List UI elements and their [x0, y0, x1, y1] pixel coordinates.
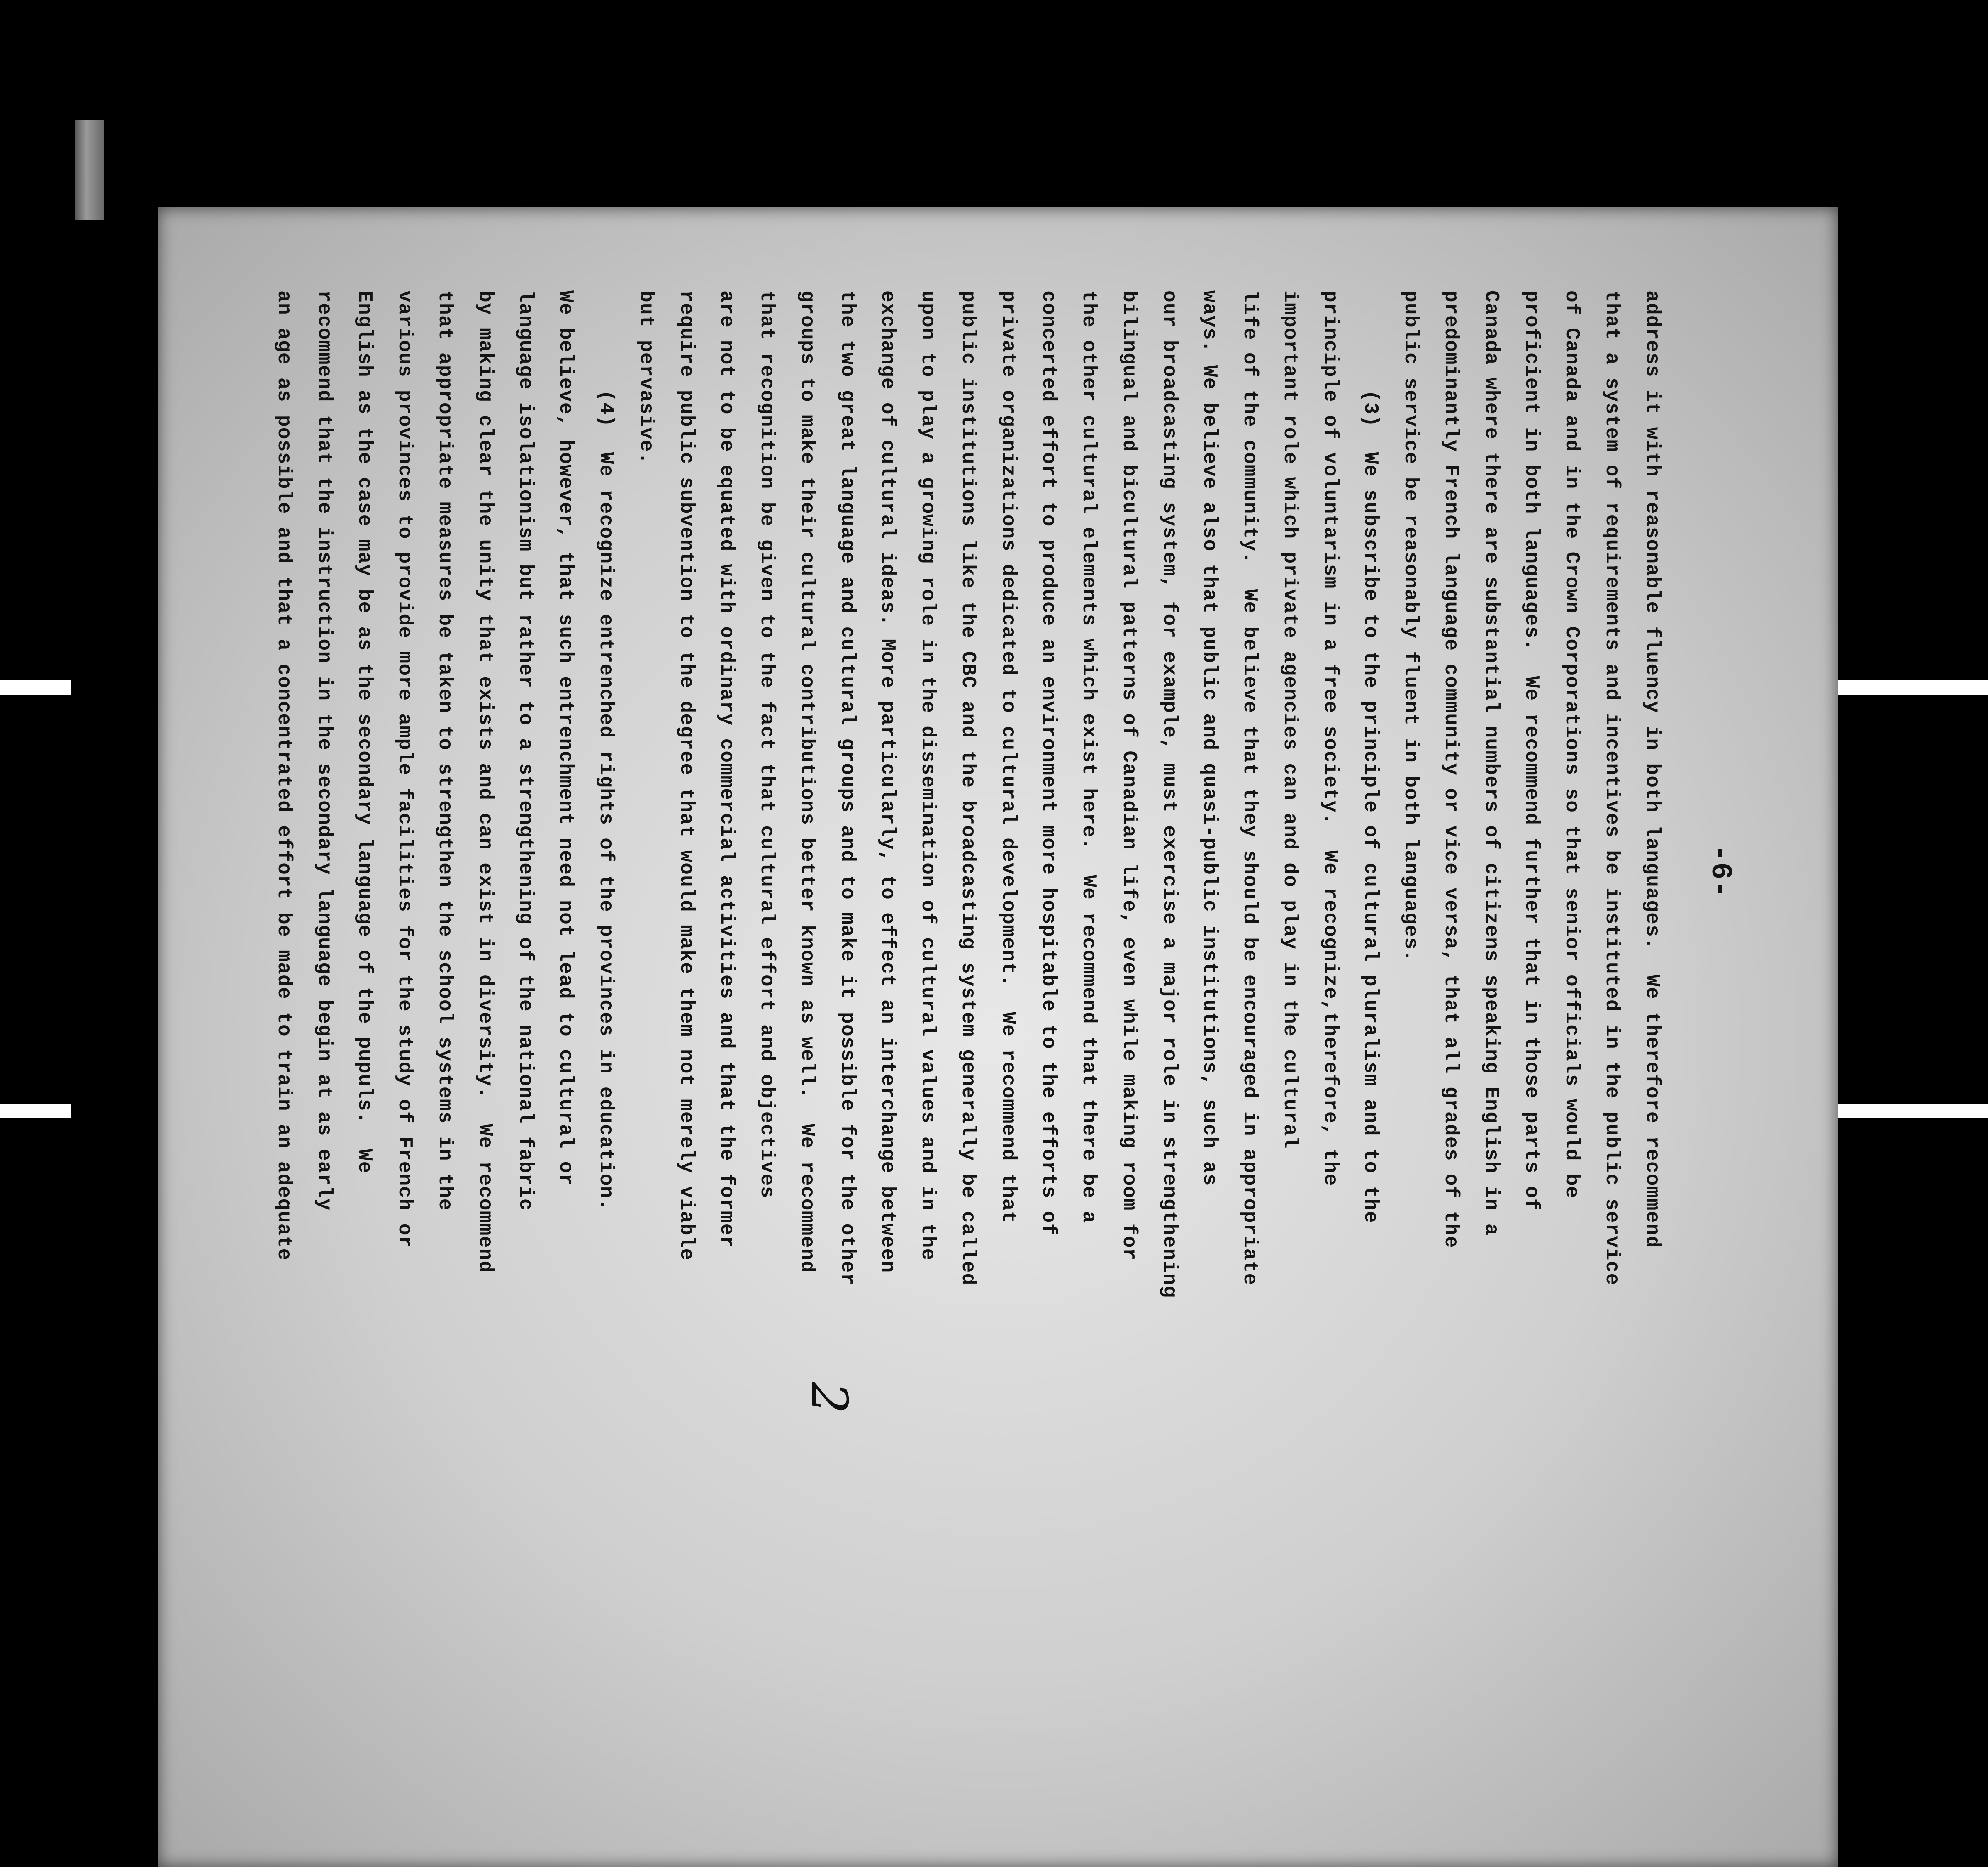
- text-line: private organizations dedicated to cultural development. We recommend that: [997, 290, 1019, 1224]
- text-line: address it with reasonable fluency in both languages. We therefore recommend: [1641, 290, 1663, 1248]
- text-line: an age as possible and that a concentrated effort be made to train an adequate: [273, 290, 295, 1261]
- text-line: that appropriate measures be taken to strengthen the school systems in the: [434, 290, 456, 1211]
- text-line: life of the community. We believe that they should be encouraged in appropriate: [1238, 290, 1261, 1286]
- text-line: concerted effort to produce an environment more hospitable to the efforts of: [1037, 290, 1060, 1236]
- film-edge-mark-left-upper: [0, 680, 71, 695]
- text-line: upon to play a growing role in the dissemination of cultural values and in the: [916, 290, 939, 1261]
- text-line: are not to be equated with ordinary commercial activities and that the former: [715, 290, 738, 1248]
- text-line: but pervasive.: [635, 290, 657, 465]
- text-line: the other cultural elements which exist here. We recommend that there be a: [1077, 290, 1100, 1224]
- text-line: require public subvention to the degree that would make them not merely viable: [675, 290, 697, 1261]
- text-line: public service be reasonably fluent in both languages.: [1399, 290, 1422, 963]
- text-line: important role which private agencies can and do play in the cultural: [1279, 290, 1301, 1149]
- text-line: ways. We believe also that public and quasi-public institutions, such as: [1198, 290, 1221, 1186]
- text-line: principle of voluntarism in a free society. We recognize,therefore, the: [1319, 290, 1341, 1186]
- film-edge-mark-left-lower: [0, 1104, 71, 1118]
- text-line: of Canada and in the Crown Corporations so that senior officials would be: [1560, 290, 1583, 1199]
- text-line: the two great language and cultural groups and to make it possible for the other: [836, 290, 858, 1286]
- text-line: public institutions like the CBC and the broadcasting system generally be called: [957, 290, 979, 1286]
- text-line: that a system of requirements and incentives be instituted in the public service: [1601, 290, 1623, 1286]
- text-line: language isolationism but rather to a strengthening of the national fabric: [514, 290, 536, 1211]
- text-line: Canada where there are substantial numbers of citizens speaking English in a: [1480, 290, 1502, 1236]
- handwritten-margin-mark: 2: [800, 1382, 858, 1414]
- text-line: predominantly French language community or vice versa, that all grades of the: [1440, 290, 1462, 1248]
- text-line: our broadcasting system, for example, must exercise a major role in strengthening: [1158, 290, 1180, 1298]
- page-number: -6-: [1703, 844, 1736, 898]
- text-line: English as the case may be as the secondary language of the pupuls. We: [353, 290, 375, 1174]
- text-line: various provinces to provide more ample facilities for the study of French or: [393, 290, 416, 1248]
- film-tab-mark: [75, 120, 104, 220]
- film-edge-mark-right-lower: [1838, 1104, 1988, 1118]
- text-line: We believe, however, that such entrenchment need not lead to cultural or: [554, 290, 577, 1186]
- text-line: groups to make their cultural contributions better known as well. We recommend: [796, 290, 818, 1273]
- text-line: bilingual and bicultural patterns of Canadian life, even while making room for: [1118, 290, 1140, 1261]
- document-text-column: [245, 290, 1738, 1452]
- text-line: (3) We subscribe to the principle of cultural pluralism and to the: [1359, 290, 1381, 1224]
- text-line: proficient in both languages. We recommend further that in those parts of: [1520, 290, 1542, 1211]
- film-edge-mark-right-upper: [1838, 680, 1988, 695]
- text-line: (4) We recognize entrenched rights of the provinces in education.: [594, 290, 617, 1211]
- text-line: recommend that the instruction in the secondary language begin at as early: [313, 290, 335, 1211]
- text-line: that recognition be given to the fact that cultural effort and objectives: [755, 290, 778, 1199]
- text-line: by making clear the unity that exists and can exist in diversity. We recommend: [474, 290, 496, 1273]
- text-line: exchange of cultural ideas. More particularly, to effect an interchange between: [876, 290, 899, 1273]
